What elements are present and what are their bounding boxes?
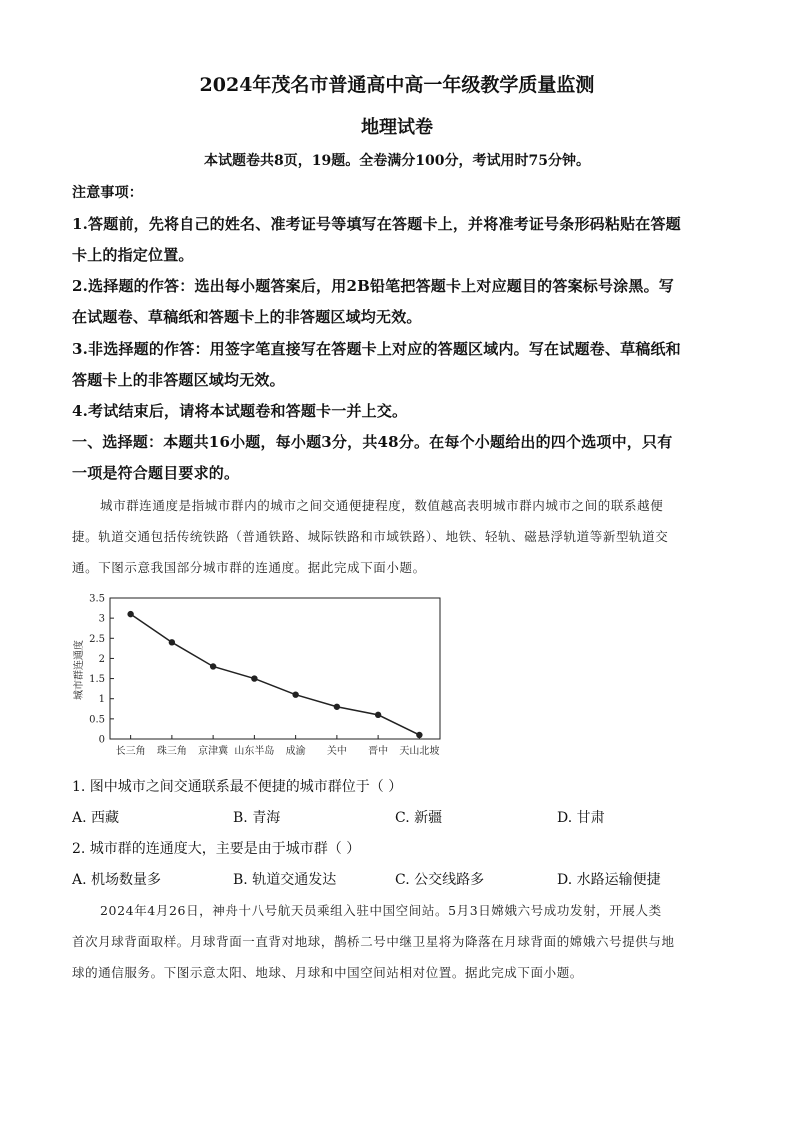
- data-point: [210, 663, 216, 669]
- y-tick-label: 1: [98, 694, 105, 706]
- passage-line: 通。下图示意我国部分城市群的连通度。据此完成下面小题。: [72, 560, 426, 575]
- passage-line: 城市群连通度是指城市群内的城市之间交通便捷程度，数值越高表明城市群内城市之间的联系越便: [100, 498, 664, 513]
- y-tick-label: 0: [98, 734, 105, 746]
- notice-line: 4.考试结束后，请将本试题卷和答题卡一并上交。: [72, 402, 408, 420]
- passage-line: 捷。轨道交通包括传统铁路（普通铁路、城际铁路和市域铁路）、地铁、轻轨、磁悬浮轨道等新型轨道交: [72, 529, 669, 544]
- notice-line: 1.答题前，先将自己的姓名、准考证号等填写在答题卡上，并将准考证号条形码粘贴在答题: [72, 215, 681, 233]
- exam-title: 2024年茂名市普通高中高一年级教学质量监测: [199, 74, 595, 96]
- notice-line: 卡上的指定位置。: [72, 246, 194, 264]
- option-d[interactable]: D. 甘肃: [557, 810, 605, 826]
- x-tick-label: 天山北坡: [399, 746, 440, 757]
- chart-plot-frame: [110, 598, 440, 739]
- section-heading: 一项是符合题目要求的。: [72, 464, 240, 482]
- option-b[interactable]: B. 轨道交通发达: [233, 872, 337, 888]
- notice-heading: 注意事项：: [72, 185, 143, 201]
- y-axis-label: 城市群连通度: [74, 640, 85, 700]
- passage-line: 2024年4月26日，神舟十八号航天员乘组入驻中国空间站。5月3日嫦娥六号成功发射，开展人类: [100, 903, 662, 918]
- exam-info: 本试题卷共8页，19题。全卷满分100分，考试用时75分钟。: [204, 153, 590, 169]
- question-stem: 1. 图中城市之间交通联系最不便捷的城市群位于（ ）: [72, 779, 403, 795]
- x-tick-label: 关中: [326, 746, 347, 757]
- y-tick-label: 2.5: [89, 633, 105, 645]
- y-tick-label: 2: [98, 653, 105, 665]
- subject-title: 地理试卷: [361, 117, 433, 138]
- notice-line: 在试题卷、草稿纸和答题卡上的非答题区域均无效。: [72, 308, 422, 326]
- x-tick-label: 山东半岛: [234, 746, 275, 757]
- data-point: [334, 704, 340, 710]
- x-tick-label: 成渝: [285, 746, 306, 757]
- option-a[interactable]: A. 机场数量多: [72, 872, 162, 888]
- x-tick-label: 长三角: [115, 746, 146, 757]
- notice-line: 3.非选择题的作答：用签字笔直接写在答题卡上对应的答题区域内。写在试题卷、草稿纸和: [72, 340, 681, 358]
- section-heading: 一、选择题：本题共16小题，每小题3分，共48分。在每个小题给出的四个选项中，只有: [72, 433, 673, 451]
- y-tick-label: 3: [98, 613, 105, 625]
- data-point: [251, 675, 257, 681]
- connectivity-line-chart: [70, 590, 450, 765]
- x-tick-label: 珠三角: [156, 746, 187, 757]
- data-point: [292, 691, 298, 697]
- option-b[interactable]: B. 青海: [233, 810, 281, 826]
- passage-line: 首次月球背面取样。月球背面一直背对地球，鹊桥二号中继卫星将为降落在月球背面的嫦娥六号提供与地: [72, 934, 675, 949]
- notice-line: 2.选择题的作答：选出每小题答案后，用2B铅笔把答题卡上对应题目的答案标号涂黑。写: [72, 277, 674, 295]
- question-stem: 2. 城市群的连通度大，主要是由于城市群（ ）: [72, 841, 361, 857]
- option-d[interactable]: D. 水路运输便捷: [557, 872, 661, 888]
- data-point: [416, 732, 422, 738]
- y-tick-label: 3.5: [89, 593, 105, 605]
- data-point: [375, 712, 381, 718]
- x-tick-label: 晋中: [368, 746, 389, 757]
- x-tick-label: 京津冀: [198, 746, 229, 757]
- option-c[interactable]: C. 公交线路多: [395, 872, 485, 888]
- passage-line: 球的通信服务。下图示意太阳、地球、月球和中国空间站相对位置。据此完成下面小题。: [72, 965, 583, 980]
- data-point: [169, 639, 175, 645]
- option-a[interactable]: A. 西藏: [72, 810, 120, 826]
- y-tick-label: 1.5: [89, 674, 105, 686]
- option-c[interactable]: C. 新疆: [395, 810, 443, 826]
- notice-line: 答题卡上的非答题区域均无效。: [72, 371, 285, 389]
- y-tick-label: 0.5: [89, 714, 105, 726]
- data-point: [127, 611, 133, 617]
